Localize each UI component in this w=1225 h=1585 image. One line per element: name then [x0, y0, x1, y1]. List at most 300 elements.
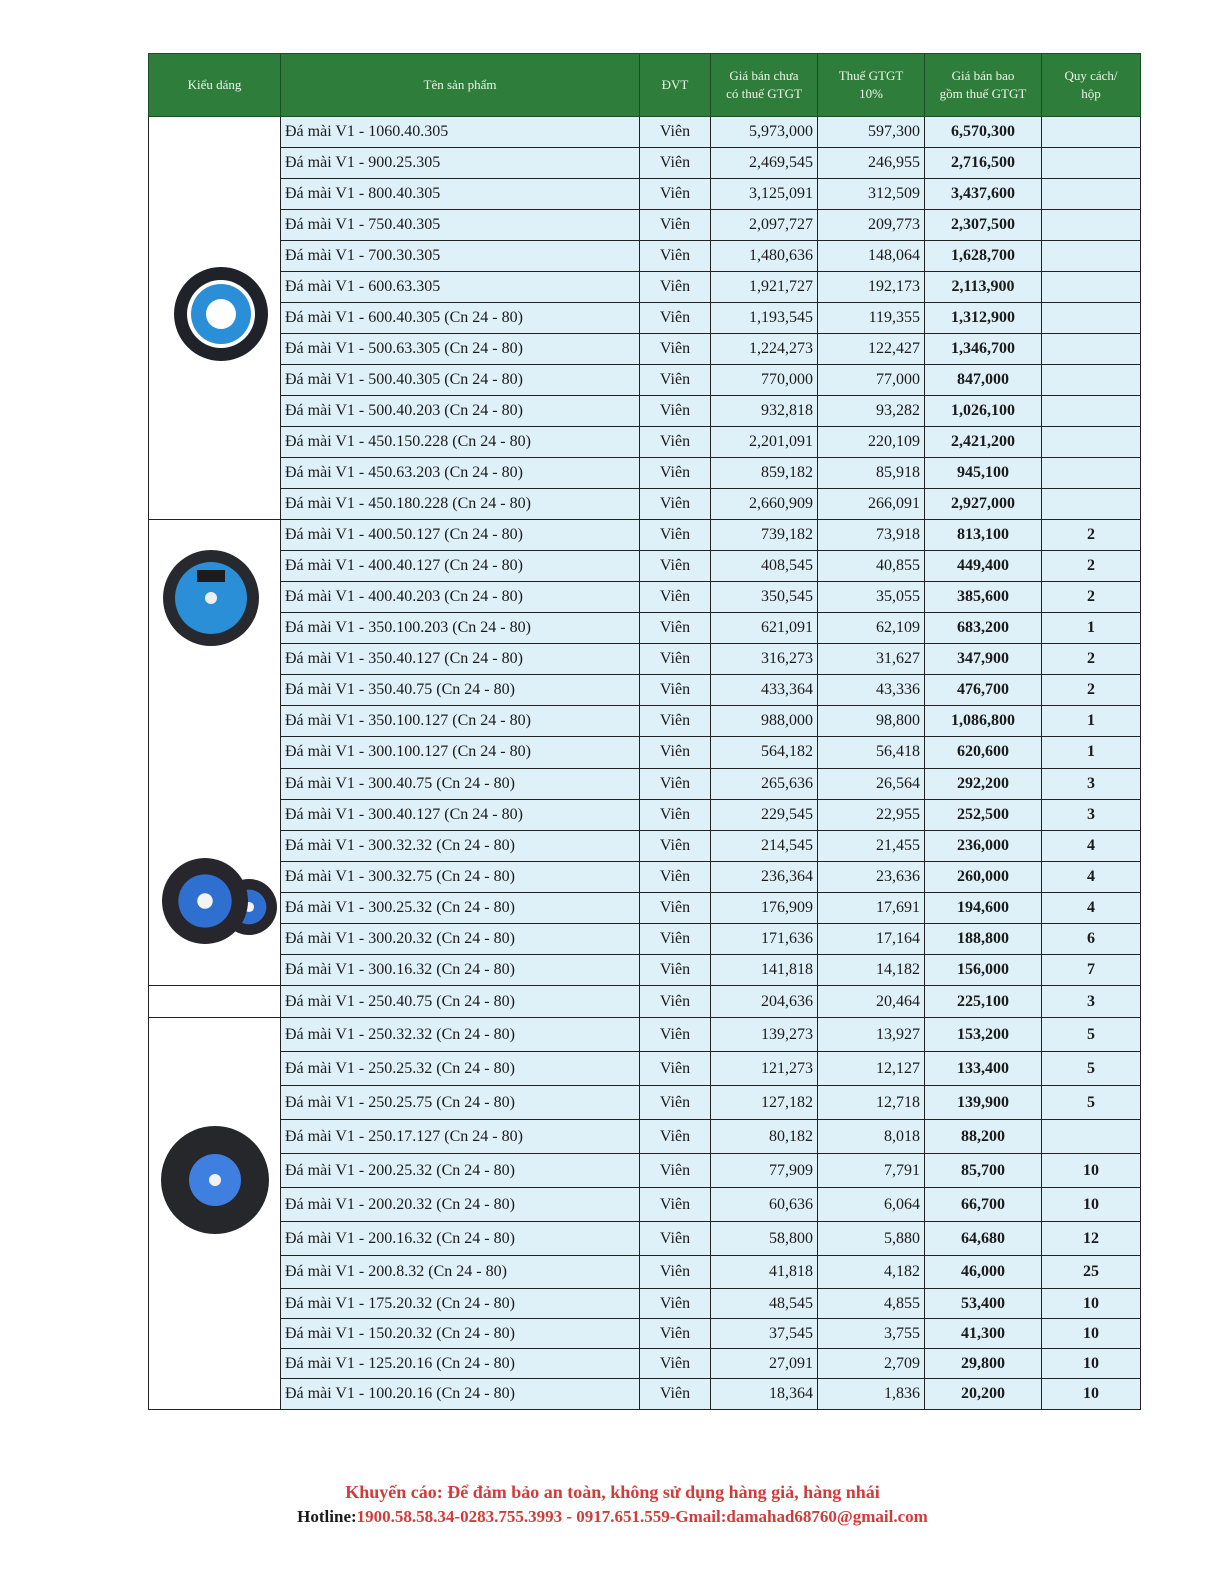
price-incl-tax: 236,000: [925, 830, 1042, 861]
vat-amount: 4,182: [818, 1256, 925, 1289]
price-pre-tax: 988,000: [711, 706, 818, 737]
vat-amount: 21,455: [818, 830, 925, 861]
vat-amount: 209,773: [818, 210, 925, 241]
vat-amount: 4,855: [818, 1289, 925, 1319]
unit: Viên: [640, 1222, 711, 1256]
price-pre-tax: 433,364: [711, 675, 818, 706]
product-name: Đá mài V1 - 250.40.75 (Cn 24 - 80): [281, 986, 640, 1018]
per-box: 2: [1042, 520, 1141, 551]
product-name: Đá mài V1 - 350.100.203 (Cn 24 - 80): [281, 613, 640, 644]
unit: Viên: [640, 396, 711, 427]
product-name: Đá mài V1 - 300.16.32 (Cn 24 - 80): [281, 954, 640, 985]
vat-amount: 13,927: [818, 1018, 925, 1052]
price-pre-tax: 139,273: [711, 1018, 818, 1052]
grinding-wheel-group-icon: [149, 520, 281, 985]
unit: Viên: [640, 303, 711, 334]
unit: Viên: [640, 241, 711, 272]
vat-amount: 2,709: [818, 1349, 925, 1379]
table-row: [149, 1319, 1141, 1349]
table-row: [149, 396, 1141, 427]
vat-amount: 43,336: [818, 675, 925, 706]
vat-amount: 12,718: [818, 1086, 925, 1120]
hotline-line: [0, 1504, 1225, 1530]
header-vat: Thuế GTGT 10%: [818, 54, 925, 117]
vat-amount: 62,109: [818, 613, 925, 644]
price-pre-tax: 316,273: [711, 644, 818, 675]
table-row: [149, 179, 1141, 210]
vat-amount: 5,880: [818, 1222, 925, 1256]
unit: Viên: [640, 1379, 711, 1410]
per-box: 3: [1042, 768, 1141, 799]
unit: Viên: [640, 923, 711, 954]
product-name: Đá mài V1 - 125.20.16 (Cn 24 - 80): [281, 1349, 640, 1379]
price-pre-tax: 2,660,909: [711, 489, 818, 520]
vat-amount: 17,691: [818, 892, 925, 923]
header-unit: ĐVT: [640, 54, 711, 117]
table-row: [149, 117, 1141, 148]
unit: Viên: [640, 1052, 711, 1086]
vat-amount: 20,464: [818, 986, 925, 1018]
unit: Viên: [640, 706, 711, 737]
per-box: 12: [1042, 1222, 1141, 1256]
header-price-pre-tax: Giá bán chưa có thuế GTGT: [711, 54, 818, 117]
table-row: [149, 1256, 1141, 1289]
price-incl-tax: 1,312,900: [925, 303, 1042, 334]
price-incl-tax: 139,900: [925, 1086, 1042, 1120]
unit: Viên: [640, 1289, 711, 1319]
unit: Viên: [640, 148, 711, 179]
vat-amount: 192,173: [818, 272, 925, 303]
product-name: Đá mài V1 - 300.32.75 (Cn 24 - 80): [281, 861, 640, 892]
unit: Viên: [640, 1188, 711, 1222]
product-name: Đá mài V1 - 500.63.305 (Cn 24 - 80): [281, 334, 640, 365]
price-incl-tax: 46,000: [925, 1256, 1042, 1289]
price-pre-tax: 229,545: [711, 799, 818, 830]
grinding-wheel-large: [174, 267, 268, 361]
vat-amount: 17,164: [818, 923, 925, 954]
per-box: 6: [1042, 923, 1141, 954]
price-incl-tax: 194,600: [925, 892, 1042, 923]
price-incl-tax: 476,700: [925, 675, 1042, 706]
unit: Viên: [640, 830, 711, 861]
table-row: [149, 334, 1141, 365]
table-row: [149, 148, 1141, 179]
table-row: [149, 1222, 1141, 1256]
vat-amount: 98,800: [818, 706, 925, 737]
per-box: [1042, 210, 1141, 241]
per-box: [1042, 365, 1141, 396]
product-name: Đá mài V1 - 900.25.305: [281, 148, 640, 179]
product-name: Đá mài V1 - 450.150.228 (Cn 24 - 80): [281, 427, 640, 458]
product-name: Đá mài V1 - 300.40.75 (Cn 24 - 80): [281, 768, 640, 799]
unit: Viên: [640, 1086, 711, 1120]
table-row: [149, 1289, 1141, 1319]
price-pre-tax: 2,201,091: [711, 427, 818, 458]
hotline-label: Hotline:: [297, 1507, 357, 1526]
price-incl-tax: 133,400: [925, 1052, 1042, 1086]
vat-amount: 31,627: [818, 644, 925, 675]
product-name: Đá mài V1 - 300.32.32 (Cn 24 - 80): [281, 830, 640, 861]
unit: Viên: [640, 458, 711, 489]
price-pre-tax: 27,091: [711, 1349, 818, 1379]
per-box: [1042, 458, 1141, 489]
price-incl-tax: 156,000: [925, 954, 1042, 985]
price-pre-tax: 2,469,545: [711, 148, 818, 179]
table-row: [149, 458, 1141, 489]
price-incl-tax: 64,680: [925, 1222, 1042, 1256]
price-incl-tax: 6,570,300: [925, 117, 1042, 148]
price-incl-tax: 2,421,200: [925, 427, 1042, 458]
unit: Viên: [640, 489, 711, 520]
header-style: Kiểu dáng: [149, 54, 281, 117]
per-box: [1042, 272, 1141, 303]
vat-amount: 22,955: [818, 799, 925, 830]
per-box: 4: [1042, 861, 1141, 892]
price-incl-tax: 252,500: [925, 799, 1042, 830]
header-product-name: Tên sản phẩm: [281, 54, 640, 117]
per-box: [1042, 489, 1141, 520]
price-pre-tax: 739,182: [711, 520, 818, 551]
unit: Viên: [640, 675, 711, 706]
unit: Viên: [640, 334, 711, 365]
per-box: 5: [1042, 1086, 1141, 1120]
price-pre-tax: 60,636: [711, 1188, 818, 1222]
price-pre-tax: 3,125,091: [711, 179, 818, 210]
vat-amount: 73,918: [818, 520, 925, 551]
price-incl-tax: 1,026,100: [925, 396, 1042, 427]
price-pre-tax: 37,545: [711, 1319, 818, 1349]
vat-amount: 597,300: [818, 117, 925, 148]
price-pre-tax: 2,097,727: [711, 210, 818, 241]
table-row: [149, 892, 1141, 923]
price-incl-tax: 88,200: [925, 1120, 1042, 1154]
product-name: Đá mài V1 - 300.40.127 (Cn 24 - 80): [281, 799, 640, 830]
per-box: [1042, 148, 1141, 179]
price-incl-tax: 347,900: [925, 644, 1042, 675]
product-name: Đá mài V1 - 500.40.305 (Cn 24 - 80): [281, 365, 640, 396]
product-name: Đá mài V1 - 100.20.16 (Cn 24 - 80): [281, 1379, 640, 1410]
product-name: Đá mài V1 - 400.40.127 (Cn 24 - 80): [281, 551, 640, 582]
price-incl-tax: 29,800: [925, 1349, 1042, 1379]
product-image-cell: [149, 520, 281, 986]
price-incl-tax: 188,800: [925, 923, 1042, 954]
product-name: Đá mài V1 - 300.25.32 (Cn 24 - 80): [281, 892, 640, 923]
price-pre-tax: 1,480,636: [711, 241, 818, 272]
per-box: [1042, 241, 1141, 272]
table-row: [149, 241, 1141, 272]
price-incl-tax: 683,200: [925, 613, 1042, 644]
price-incl-tax: 66,700: [925, 1188, 1042, 1222]
vat-amount: 56,418: [818, 737, 925, 768]
per-box: [1042, 179, 1141, 210]
per-box: 10: [1042, 1188, 1141, 1222]
table-row: [149, 830, 1141, 861]
table-row: [149, 923, 1141, 954]
per-box: 1: [1042, 613, 1141, 644]
vat-amount: 122,427: [818, 334, 925, 365]
unit: Viên: [640, 1349, 711, 1379]
table-row: [149, 303, 1141, 334]
price-pre-tax: 770,000: [711, 365, 818, 396]
vat-amount: 7,791: [818, 1154, 925, 1188]
price-pre-tax: 77,909: [711, 1154, 818, 1188]
table-row: [149, 613, 1141, 644]
price-pre-tax: 236,364: [711, 861, 818, 892]
per-box: 2: [1042, 675, 1141, 706]
vat-amount: 246,955: [818, 148, 925, 179]
vat-amount: 85,918: [818, 458, 925, 489]
product-name: Đá mài V1 - 600.40.305 (Cn 24 - 80): [281, 303, 640, 334]
price-incl-tax: 813,100: [925, 520, 1042, 551]
product-name: Đá mài V1 - 250.32.32 (Cn 24 - 80): [281, 1018, 640, 1052]
price-incl-tax: 292,200: [925, 768, 1042, 799]
vat-amount: 266,091: [818, 489, 925, 520]
price-incl-tax: 153,200: [925, 1018, 1042, 1052]
price-incl-tax: 945,100: [925, 458, 1042, 489]
vat-amount: 1,836: [818, 1379, 925, 1410]
vat-amount: 23,636: [818, 861, 925, 892]
table-row: [149, 737, 1141, 768]
table-row: [149, 986, 1141, 1018]
price-pre-tax: 564,182: [711, 737, 818, 768]
price-pre-tax: 18,364: [711, 1379, 818, 1410]
price-incl-tax: 2,307,500: [925, 210, 1042, 241]
table-row: [149, 272, 1141, 303]
per-box: 1: [1042, 737, 1141, 768]
price-table: [148, 53, 1141, 1410]
grinding-wheel-small-icon: [149, 1020, 281, 1407]
table-row: [149, 954, 1141, 985]
table-row: [149, 520, 1141, 551]
price-pre-tax: 932,818: [711, 396, 818, 427]
vat-amount: 220,109: [818, 427, 925, 458]
price-pre-tax: 127,182: [711, 1086, 818, 1120]
product-image-cell: [149, 1018, 281, 1410]
per-box: [1042, 117, 1141, 148]
price-pre-tax: 176,909: [711, 892, 818, 923]
vat-amount: 14,182: [818, 954, 925, 985]
vat-amount: 93,282: [818, 396, 925, 427]
per-box: 5: [1042, 1018, 1141, 1052]
product-name: Đá mài V1 - 200.8.32 (Cn 24 - 80): [281, 1256, 640, 1289]
price-pre-tax: 1,224,273: [711, 334, 818, 365]
per-box: 1: [1042, 706, 1141, 737]
price-pre-tax: 1,193,545: [711, 303, 818, 334]
vat-amount: 12,127: [818, 1052, 925, 1086]
price-pre-tax: 58,800: [711, 1222, 818, 1256]
grinding-wheel-large-icon: [155, 120, 275, 516]
vat-amount: 119,355: [818, 303, 925, 334]
unit: Viên: [640, 986, 711, 1018]
price-incl-tax: 1,086,800: [925, 706, 1042, 737]
vat-amount: 3,755: [818, 1319, 925, 1349]
price-incl-tax: 620,600: [925, 737, 1042, 768]
table-row: [149, 1086, 1141, 1120]
table-row: [149, 489, 1141, 520]
product-name: Đá mài V1 - 1060.40.305: [281, 117, 640, 148]
product-name: Đá mài V1 - 200.16.32 (Cn 24 - 80): [281, 1222, 640, 1256]
per-box: 3: [1042, 799, 1141, 830]
table-row: [149, 1349, 1141, 1379]
per-box: 7: [1042, 954, 1141, 985]
table-row: [149, 644, 1141, 675]
unit: Viên: [640, 954, 711, 985]
table-row: [149, 210, 1141, 241]
per-box: 10: [1042, 1154, 1141, 1188]
price-incl-tax: 2,716,500: [925, 148, 1042, 179]
footer: [0, 1480, 1225, 1530]
product-name: Đá mài V1 - 400.40.203 (Cn 24 - 80): [281, 582, 640, 613]
table-row: [149, 1379, 1141, 1410]
table-row: [149, 1018, 1141, 1052]
product-name: Đá mài V1 - 250.25.75 (Cn 24 - 80): [281, 1086, 640, 1120]
table-row: [149, 675, 1141, 706]
vat-amount: 35,055: [818, 582, 925, 613]
price-incl-tax: 225,100: [925, 986, 1042, 1018]
product-name: Đá mài V1 - 200.25.32 (Cn 24 - 80): [281, 1154, 640, 1188]
table-header-row: [149, 54, 1141, 117]
price-pre-tax: 214,545: [711, 830, 818, 861]
vat-amount: 26,564: [818, 768, 925, 799]
vat-amount: 8,018: [818, 1120, 925, 1154]
price-pre-tax: 859,182: [711, 458, 818, 489]
grinding-wheel-small: [161, 1126, 269, 1234]
per-box: 10: [1042, 1349, 1141, 1379]
per-box: 3: [1042, 986, 1141, 1018]
unit: Viên: [640, 427, 711, 458]
vat-amount: 40,855: [818, 551, 925, 582]
product-name: Đá mài V1 - 400.50.127 (Cn 24 - 80): [281, 520, 640, 551]
price-pre-tax: 1,921,727: [711, 272, 818, 303]
unit: Viên: [640, 861, 711, 892]
unit: Viên: [640, 1154, 711, 1188]
product-name: Đá mài V1 - 300.100.127 (Cn 24 - 80): [281, 737, 640, 768]
per-box: [1042, 303, 1141, 334]
table-row: [149, 1120, 1141, 1154]
grinding-wheel-front: [162, 858, 248, 944]
price-incl-tax: 1,346,700: [925, 334, 1042, 365]
unit: Viên: [640, 365, 711, 396]
unit: Viên: [640, 613, 711, 644]
price-incl-tax: 260,000: [925, 861, 1042, 892]
per-box: [1042, 1120, 1141, 1154]
unit: Viên: [640, 1018, 711, 1052]
header-per-box: Quy cách/ hộp: [1042, 54, 1141, 117]
price-pre-tax: 350,545: [711, 582, 818, 613]
grinding-wheel-labeled-icon: [163, 550, 259, 646]
table-row: [149, 551, 1141, 582]
price-pre-tax: 41,818: [711, 1256, 818, 1289]
per-box: 2: [1042, 551, 1141, 582]
product-name: Đá mài V1 - 350.40.75 (Cn 24 - 80): [281, 675, 640, 706]
product-name: Đá mài V1 - 200.20.32 (Cn 24 - 80): [281, 1188, 640, 1222]
per-box: [1042, 427, 1141, 458]
price-pre-tax: 121,273: [711, 1052, 818, 1086]
per-box: 5: [1042, 1052, 1141, 1086]
unit: Viên: [640, 1319, 711, 1349]
vat-amount: 312,509: [818, 179, 925, 210]
unit: Viên: [640, 1256, 711, 1289]
unit: Viên: [640, 644, 711, 675]
unit: Viên: [640, 582, 711, 613]
table-row: [149, 861, 1141, 892]
table-row: [149, 427, 1141, 458]
hotline-value: 1900.58.58.34-0283.755.3993 - 0917.651.559-Gmail:damahad68760@gmail.com: [356, 1507, 928, 1526]
price-incl-tax: 2,927,000: [925, 489, 1042, 520]
table-body: [149, 117, 1141, 1410]
per-box: 10: [1042, 1289, 1141, 1319]
product-name: Đá mài V1 - 350.40.127 (Cn 24 - 80): [281, 644, 640, 675]
price-incl-tax: 847,000: [925, 365, 1042, 396]
unit: Viên: [640, 551, 711, 582]
unit: Viên: [640, 117, 711, 148]
price-pre-tax: 48,545: [711, 1289, 818, 1319]
unit: Viên: [640, 210, 711, 241]
unit: Viên: [640, 272, 711, 303]
per-box: 2: [1042, 582, 1141, 613]
per-box: 25: [1042, 1256, 1141, 1289]
vat-amount: 6,064: [818, 1188, 925, 1222]
table-row: [149, 582, 1141, 613]
price-incl-tax: 20,200: [925, 1379, 1042, 1410]
price-incl-tax: 385,600: [925, 582, 1042, 613]
per-box: 10: [1042, 1319, 1141, 1349]
unit: Viên: [640, 179, 711, 210]
table-row: [149, 799, 1141, 830]
table-row: [149, 768, 1141, 799]
product-name: Đá mài V1 - 450.63.203 (Cn 24 - 80): [281, 458, 640, 489]
table-row: [149, 1154, 1141, 1188]
product-name: Đá mài V1 - 250.17.127 (Cn 24 - 80): [281, 1120, 640, 1154]
table-row: [149, 1188, 1141, 1222]
table-row: [149, 1052, 1141, 1086]
product-name: Đá mài V1 - 800.40.305: [281, 179, 640, 210]
product-name: Đá mài V1 - 150.20.32 (Cn 24 - 80): [281, 1319, 640, 1349]
product-name: Đá mài V1 - 250.25.32 (Cn 24 - 80): [281, 1052, 640, 1086]
per-box: 4: [1042, 892, 1141, 923]
price-pre-tax: 621,091: [711, 613, 818, 644]
product-name: Đá mài V1 - 600.63.305: [281, 272, 640, 303]
unit: Viên: [640, 1120, 711, 1154]
table-row: [149, 706, 1141, 737]
product-name: Đá mài V1 - 750.40.305: [281, 210, 640, 241]
product-name: Đá mài V1 - 350.100.127 (Cn 24 - 80): [281, 706, 640, 737]
product-image-cell: [149, 986, 281, 1018]
vat-amount: 148,064: [818, 241, 925, 272]
product-name: Đá mài V1 - 175.20.32 (Cn 24 - 80): [281, 1289, 640, 1319]
unit: Viên: [640, 799, 711, 830]
price-incl-tax: 85,700: [925, 1154, 1042, 1188]
table-row: [149, 365, 1141, 396]
price-pre-tax: 80,182: [711, 1120, 818, 1154]
header-price-incl-tax: Giá bán bao gồm thuế GTGT: [925, 54, 1042, 117]
per-box: 2: [1042, 644, 1141, 675]
product-name: Đá mài V1 - 500.40.203 (Cn 24 - 80): [281, 396, 640, 427]
unit: Viên: [640, 520, 711, 551]
price-incl-tax: 3,437,600: [925, 179, 1042, 210]
product-name: Đá mài V1 - 450.180.228 (Cn 24 - 80): [281, 489, 640, 520]
price-incl-tax: 449,400: [925, 551, 1042, 582]
unit: Viên: [640, 737, 711, 768]
unit: Viên: [640, 768, 711, 799]
price-pre-tax: 408,545: [711, 551, 818, 582]
price-incl-tax: 1,628,700: [925, 241, 1042, 272]
product-name: Đá mài V1 - 700.30.305: [281, 241, 640, 272]
per-box: 4: [1042, 830, 1141, 861]
unit: Viên: [640, 892, 711, 923]
price-pre-tax: 204,636: [711, 986, 818, 1018]
price-pre-tax: 265,636: [711, 768, 818, 799]
